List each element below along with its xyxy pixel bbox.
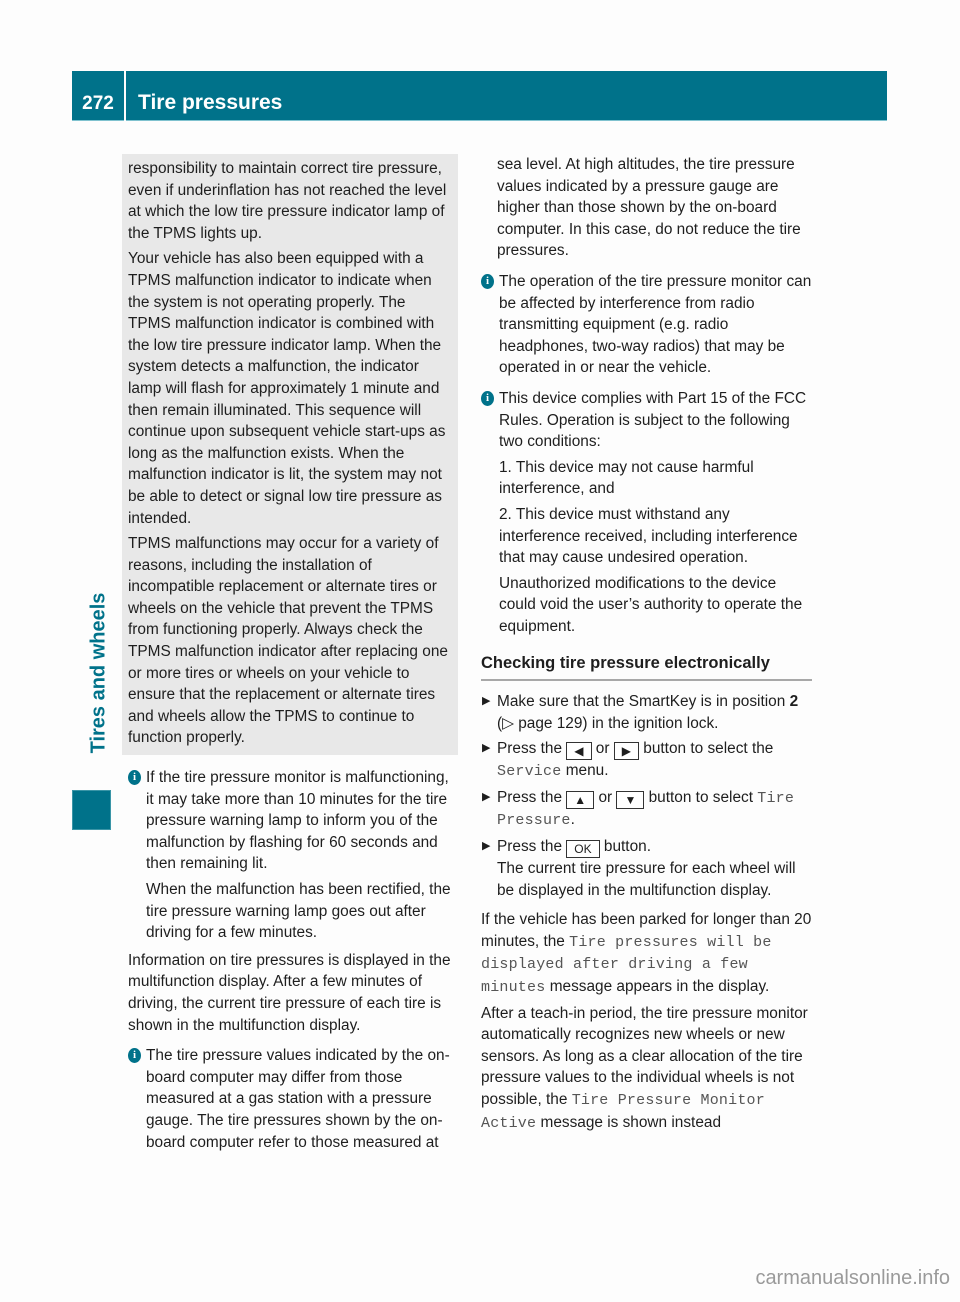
right-column <box>481 154 813 1138</box>
box-paragraph: responsibility to maintain correct tire pressure, even if underinflation has not reached the level at which the low tire pressure indicator lamp of the TPMS lights up. <box>128 160 447 242</box>
info-icon: i <box>481 391 494 406</box>
info-note <box>128 767 460 944</box>
body-paragraph <box>481 909 813 998</box>
display-text: Service <box>497 763 562 781</box>
key-position: 2 <box>789 693 799 711</box>
step-arrow-icon: ▶ <box>482 695 491 708</box>
up-arrow-key-icon: ▲ <box>566 791 594 809</box>
page-number: 272 <box>72 71 126 121</box>
step-result: The current tire pressure for each wheel will be displayed in the multifunction display. <box>497 860 796 899</box>
chapter-tab-label: Tires and wheels <box>87 592 110 754</box>
continuation-text: sea level. At high altitudes, the tire pressure values indicated by a pressure gauge are higher than those shown by the on-board computer. In this case, do not reduce the tire pressures. <box>497 156 801 260</box>
info-note <box>128 1045 460 1153</box>
step-text: . <box>570 811 575 829</box>
body-paragraph <box>481 1003 813 1135</box>
step-arrow-icon: ▶ <box>482 790 491 803</box>
step-text: button to select <box>644 788 758 806</box>
step-arrow-icon: ▶ <box>482 840 491 853</box>
modification-warning: Unauthorized modifications to the device could void the user’s authority to operate the equipment. <box>499 574 803 635</box>
info-note <box>481 271 813 379</box>
condition-2: 2. This device must withstand any interference received, including interference that may cause undesired operation. <box>499 505 798 567</box>
step-text: Make sure that the SmartKey is in position <box>497 693 790 711</box>
condition-1: 1. This device may not cause harmful interference, and <box>499 458 754 498</box>
left-column <box>128 154 460 1157</box>
display-message: Tire Pressure Monitor Active <box>481 1091 765 1132</box>
info-icon: i <box>128 770 141 785</box>
body-paragraph: Information on tire pressures is displayed in the multifunction display. After a few minutes of driving, the current tire pressure of each tire is shown in the multifunction display. <box>128 951 451 1034</box>
step-item <box>481 738 813 783</box>
chapter-tab <box>84 560 114 786</box>
step-text: or <box>594 788 617 806</box>
watermark: carmanualsonline.info <box>755 1267 950 1289</box>
step-text: Press the <box>497 788 567 806</box>
right-arrow-key-icon: ▶ <box>614 742 639 760</box>
info-icon: i <box>128 1048 141 1063</box>
note-text: When the malfunction has been rectified, the tire pressure warning lamp goes out after driving for a few minutes. <box>146 881 451 942</box>
page-reference: (▷ page 129) in the ignition lock. <box>497 714 719 732</box>
step-text: button. <box>599 838 651 856</box>
step-text: button to select the <box>639 740 774 758</box>
text: After a teach-in period, the tire pressure monitor automatically recognizes new wheels or new sensors. As long as a clear allocation of the tire pressure values to the individual wheels is not possible, the <box>481 1004 808 1108</box>
left-arrow-key-icon: ◀ <box>566 742 591 760</box>
step-arrow-icon: ▶ <box>482 742 491 755</box>
text: message appears in the display. <box>545 978 770 995</box>
section-heading: Checking tire pressure electronically <box>481 653 812 681</box>
text: message is shown instead <box>536 1113 722 1131</box>
display-message: Tire pressures will be displayed after driving a few minutes <box>481 933 772 996</box>
info-icon: i <box>481 274 494 289</box>
display-text: Tire Pressure <box>497 789 795 830</box>
note-text: If the tire pressure monitor is malfunctioning, it may take more than 10 minutes for the tire pressure warning lamp to inform you of the malfunction by flashing for 60 seconds and then remaining lit. <box>146 769 449 873</box>
step-item <box>481 787 813 832</box>
box-paragraph: Your vehicle has also been equipped with a TPMS malfunction indicator to indicate when the system is not operating properly. The TPMS malfunction indicator is combined with the low tire pressure indicator lamp. When the system detects a malfunction, the indicator lamp will flash for approximately 1 minute and then remain illuminated. This sequence will continue upon subsequent vehicle start-ups as long as the malfunction exists. When the malfunction indicator is lit, the system may not be able to detect or signal low tire pressure as intended. <box>128 250 446 527</box>
note-text: The operation of the tire pressure monitor can be affected by interference from radio transmitting equipment (e.g. radio headphones, two-way radios) that may be operated in or near the vehicle. <box>499 272 812 377</box>
info-note <box>481 388 813 638</box>
down-arrow-key-icon: ▼ <box>616 791 644 809</box>
page-title: Tire pressures <box>126 71 887 121</box>
ok-key-icon: OK <box>566 840 599 858</box>
step-item <box>481 836 813 901</box>
step-text: Press the <box>497 838 567 856</box>
box-paragraph: TPMS malfunctions may occur for a variety of reasons, including the installation of incompatible replacement or alternate tires or wheels on the vehicle that prevent the TPMS from functioning properly. Always check the TPMS malfunction indicator after replacing one or more tires or wheels on your vehicle to ensure that the replacement or alternate tires and wheels allow the TPMS to continue to function properly. <box>128 535 448 747</box>
text: If the vehicle has been parked for longer than 20 minutes, the <box>481 911 812 950</box>
step-text: Press the <box>497 740 567 758</box>
chapter-marker <box>72 790 111 830</box>
page-header <box>72 71 887 121</box>
note-text: The tire pressure values indicated by the on-board computer may differ from those measured at a gas station with a pressure gauge. The tire pressures shown by the on-board computer refer to those measured at <box>146 1047 450 1151</box>
step-text: or <box>591 740 614 758</box>
step-text: menu. <box>561 762 609 780</box>
step-item <box>481 691 813 734</box>
tpms-warning-box <box>122 154 458 755</box>
note-text: This device complies with Part 15 of the FCC Rules. Operation is subject to the following two conditions: <box>499 389 807 451</box>
